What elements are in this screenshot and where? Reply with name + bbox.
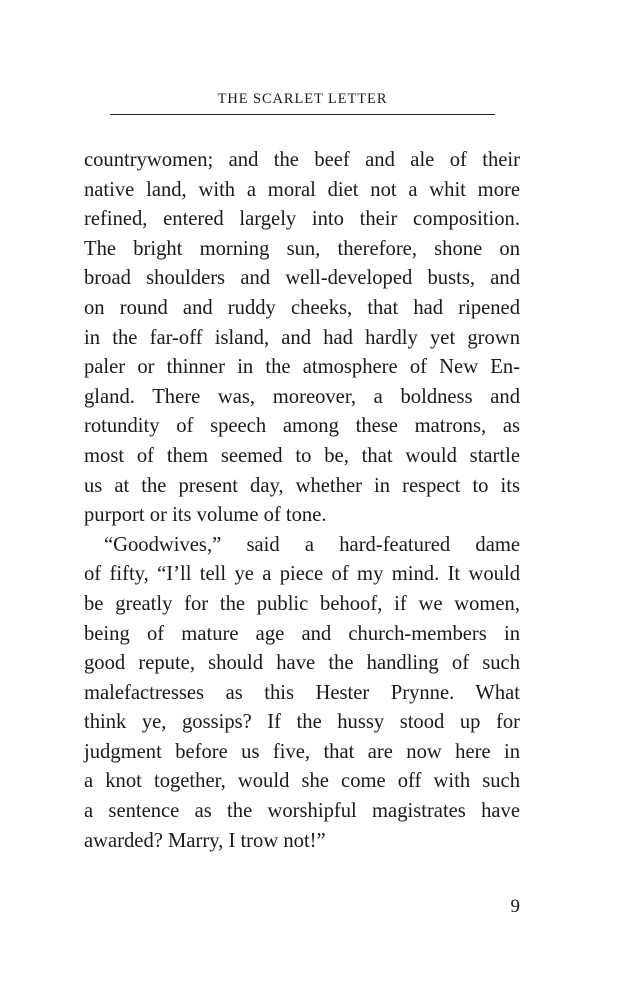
text-line: most of them seemed to be, that would startle xyxy=(84,444,520,467)
text-line: good repute, should have the handling of such xyxy=(84,652,520,675)
text-line: us at the present day, whether in respect to its xyxy=(84,474,520,497)
text-line: being of mature age and church-members in xyxy=(84,622,520,645)
text-line: broad shoulders and well-developed busts, and xyxy=(84,267,520,290)
text-line: a knot together, would she come off with such xyxy=(84,770,520,793)
text-line: “Goodwives,” said a hard-featured dame xyxy=(104,533,520,556)
text-line: in the far-off island, and had hardly yet grown xyxy=(84,326,520,349)
text-line: paler or thinner in the atmosphere of New En- xyxy=(84,356,520,379)
running-head-title: THE SCARLET LETTER xyxy=(217,91,388,107)
text-line: The bright morning sun, therefore, shone on xyxy=(84,237,520,260)
text-line: gland. There was, moreover, a boldness and xyxy=(84,385,520,408)
text-line: rotundity of speech among these matrons, as xyxy=(84,415,520,438)
text-line: malefactresses as this Hester Prynne. What xyxy=(84,681,520,704)
text-line: of fifty, “I’ll tell ye a piece of my mind. It would xyxy=(84,563,520,586)
text-line: think ye, gossips? If the hussy stood up for xyxy=(84,711,520,734)
text-line: a sentence as the worshipful magistrates have xyxy=(84,800,520,823)
header-rule xyxy=(110,114,495,115)
text-line: be greatly for the public behoof, if we women, xyxy=(84,592,520,615)
paragraph-2 xyxy=(84,531,520,857)
text-line: purport or its volume of tone. xyxy=(84,504,327,527)
page-number: 9 xyxy=(510,896,520,917)
text-line: native land, with a moral diet not a whit more xyxy=(84,178,520,201)
paragraph-1 xyxy=(84,146,520,531)
body-text xyxy=(84,146,520,856)
text-line: on round and ruddy cheeks, that had ripened xyxy=(84,296,520,319)
text-line: awarded? Marry, I trow not!” xyxy=(84,829,326,852)
text-line: refined, entered largely into their composition. xyxy=(84,208,520,231)
text-line: countrywomen; and the beef and ale of their xyxy=(84,149,520,171)
text-line: judgment before us five, that are now here in xyxy=(84,740,520,763)
